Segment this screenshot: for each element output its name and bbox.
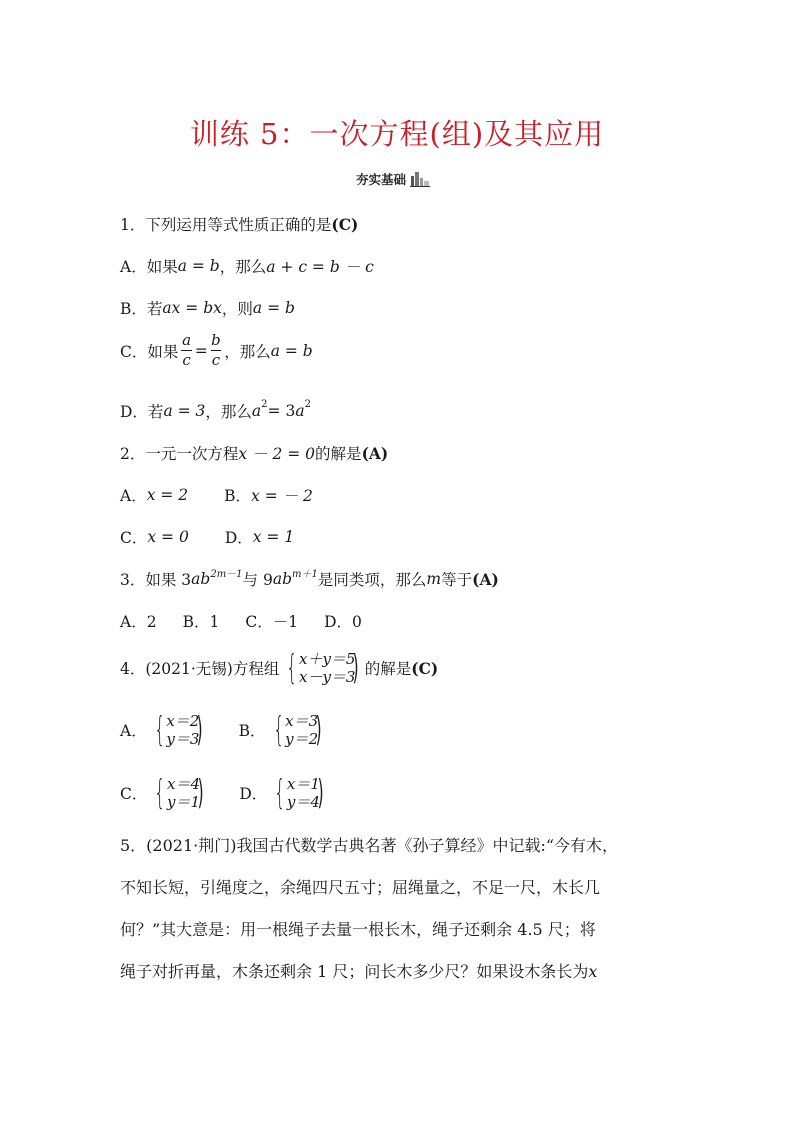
q1-b-math2: a = b <box>252 299 295 317</box>
q5-line3: 何？”其大意是：用一根绳子去量一根长木，绳子还剩余 4.5 尺；将 <box>120 920 596 939</box>
q2-b-label: B． <box>224 487 252 505</box>
q1-d-mid: ，那么 <box>205 403 252 421</box>
q1-d-eq: = 3 <box>267 402 296 420</box>
q3-exp1: 2m－1 <box>210 568 243 580</box>
q1-c-num1: a <box>182 331 192 349</box>
q4-d-system: { x＝1 y＝4 ) <box>274 773 324 813</box>
q1-a-mid: ，那么 <box>219 258 267 276</box>
q1-stem <box>120 213 358 235</box>
q4-stem-prefix: 4．(2021·无锡)方程组 <box>120 660 280 678</box>
q4-c-system: { x＝4 y＝1 ) <box>154 773 204 813</box>
q3-option-b: B．1 <box>182 613 220 631</box>
q1-d-exp2: 2 <box>304 398 311 410</box>
q4-options-ab <box>120 712 327 748</box>
q1-d-lhs: a <box>251 402 262 420</box>
q1-option-c <box>120 333 313 368</box>
q4-d-eq1: x＝1 <box>286 775 320 793</box>
q4-a-eq2: y＝3 <box>166 730 200 748</box>
q3-option-c: C．－1 <box>245 613 299 631</box>
q2-b-math: x = － 2 <box>251 487 313 505</box>
q2-answer: (A) <box>361 443 389 463</box>
q5-line2: 不知长短，引绳度之，余绳四尺五寸；屈绳量之，不足一尺，木长几 <box>120 878 601 897</box>
q1-d-exp: 2 <box>261 398 268 410</box>
q1-b-prefix: B．若 <box>120 300 163 318</box>
q4-options-cd <box>120 775 329 811</box>
q1-c-eq: = <box>194 341 208 360</box>
q4-b-eq1: x＝3 <box>285 712 319 730</box>
q1-c-den2: c <box>211 351 221 369</box>
q5-line4-var: x <box>588 962 598 981</box>
q4-b-eq2: y＝2 <box>285 730 319 748</box>
q4-equation-system: { x＋y＝5 x－y＝3 ) <box>286 648 360 688</box>
q1-a-math2: a + c = b － c <box>266 258 374 276</box>
section-tag-label: 夯实基础 <box>356 172 407 187</box>
q4-b-label: B． <box>238 722 266 740</box>
q3-stem-prefix: 3．如果 3 <box>120 571 192 589</box>
q4-eq1: x＋y＝5 <box>298 650 356 668</box>
q4-stem-suffix: 的解是 <box>364 660 412 678</box>
q1-d-math: a = 3 <box>163 402 206 420</box>
q4-d-label: D． <box>239 785 268 803</box>
q4-c-eq1: x＝4 <box>167 775 201 793</box>
q4-c-label: C． <box>120 785 148 803</box>
q3-stem <box>120 568 499 590</box>
q1-c-num2: b <box>211 331 221 349</box>
q3-option-a: A．2 <box>120 613 157 631</box>
q1-option-b <box>120 297 295 319</box>
q1-a-math: a = b <box>177 257 220 275</box>
q1-c-fraction1 <box>181 333 191 368</box>
q1-option-d <box>120 400 311 422</box>
q1-b-math: ax = bx <box>162 299 222 317</box>
q3-suffix: 是同类项，那么 <box>317 571 427 589</box>
q1-stem-text: 1．下列运用等式性质正确的是 <box>120 216 332 234</box>
q1-c-prefix: C．如果 <box>120 342 179 361</box>
q3-exp2: m＋1 <box>292 568 318 580</box>
q1-a-prefix: A．如果 <box>120 258 178 276</box>
q3-suffix2: 等于 <box>441 571 473 589</box>
q2-c-math: x = 0 <box>147 528 189 546</box>
q4-d-eq2: y＝4 <box>286 793 320 811</box>
q1-answer: (C) <box>331 214 359 234</box>
q4-stem <box>120 650 438 686</box>
q5-line1: 5．(2021·荆门)我国古代数学古典名著《孙子算经》中记载:“今有木， <box>120 836 619 855</box>
q2-options-ab <box>120 484 313 506</box>
q2-d-math: x = 1 <box>252 528 295 546</box>
q3-term2: ab <box>272 570 293 588</box>
q1-c-fraction2 <box>211 333 221 368</box>
q1-c-mid: ，那么 <box>224 342 271 361</box>
q1-b-mid: ，则 <box>221 300 253 318</box>
q2-options-cd <box>120 526 294 548</box>
q2-d-label: D． <box>224 529 253 547</box>
q4-c-eq2: y＝1 <box>167 793 201 811</box>
q4-a-label: A． <box>120 722 147 740</box>
q4-answer: (C) <box>411 658 439 678</box>
q1-d-rhs: a <box>295 402 305 420</box>
q1-c-math2: a = b <box>270 341 313 360</box>
section-tag <box>356 170 430 188</box>
q3-answer: (A) <box>472 569 499 589</box>
q4-eq2: x－y＝3 <box>298 668 356 686</box>
q4-a-system: { x＝2 y＝3 ) <box>154 710 203 750</box>
q2-stem-suffix: 的解是 <box>315 445 362 463</box>
q4-a-eq1: x＝2 <box>166 712 200 730</box>
q2-c-label: C． <box>120 529 148 547</box>
q2-stem-math: x － 2 = 0 <box>238 445 316 463</box>
q3-term1: ab <box>191 570 211 588</box>
q5-line4 <box>120 964 597 980</box>
q5-line4-text: 绳子对折再量，木条还剩余 1 尺；问长木多少尺？如果设木条长为 <box>120 962 589 981</box>
q2-stem-prefix: 2．一元一次方程 <box>120 445 239 463</box>
q3-mid: 与 9 <box>242 571 273 589</box>
q3-options <box>120 610 362 632</box>
q1-c-den1: c <box>182 351 191 369</box>
page-title: 训练 5：一次方程(组)及其应用 <box>189 117 605 151</box>
q2-a-math: x = 2 <box>146 486 189 504</box>
q1-option-a <box>120 255 374 277</box>
q2-a-label: A． <box>120 487 147 505</box>
q1-d-prefix: D．若 <box>120 403 164 421</box>
q2-stem <box>120 442 388 464</box>
building-icon <box>410 171 430 187</box>
q4-b-system: { x＝3 y＝2 ) <box>272 710 322 750</box>
q3-var: m <box>426 570 442 588</box>
q3-option-d: D．0 <box>324 613 362 631</box>
